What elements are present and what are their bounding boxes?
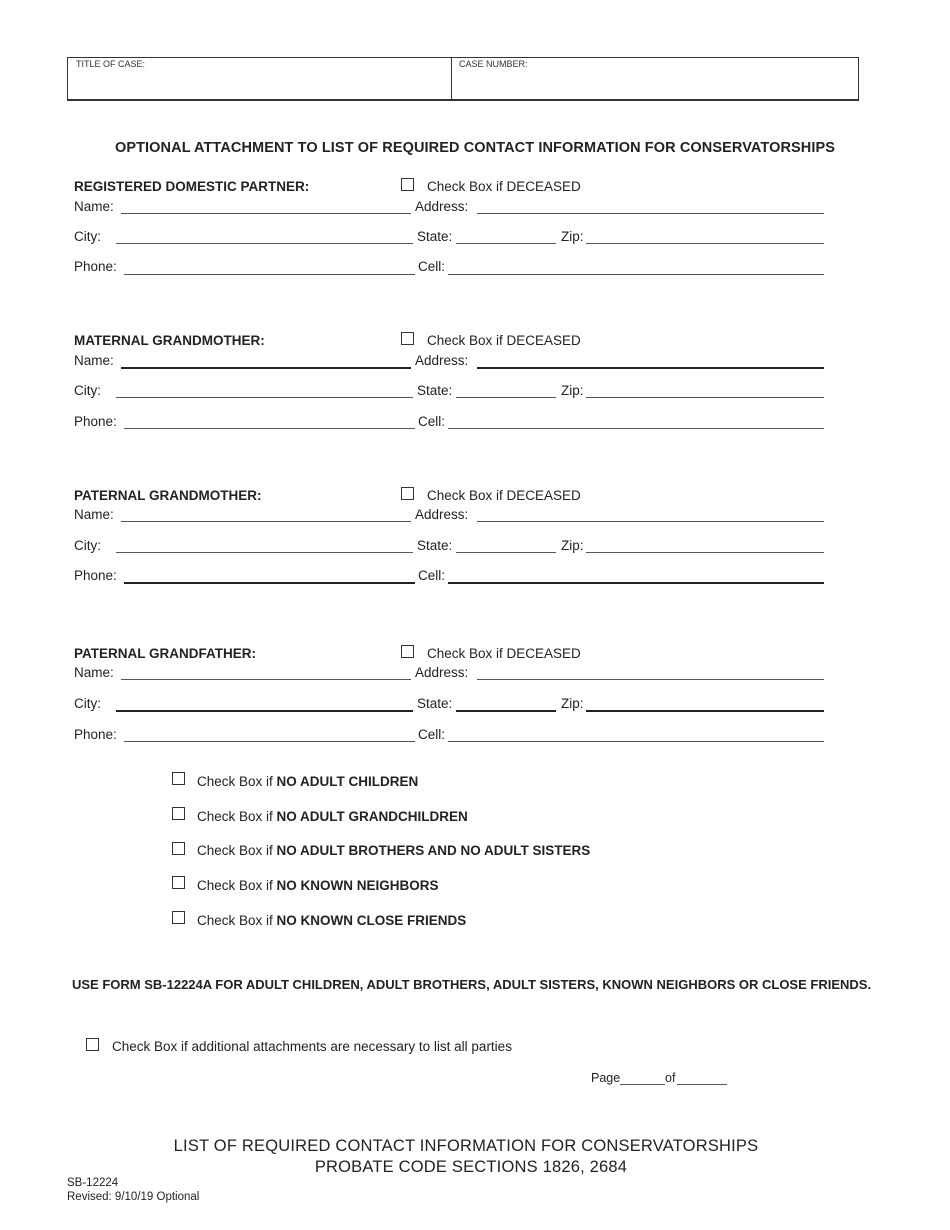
- phone-label: Phone:: [74, 727, 117, 742]
- city-label: City:: [74, 229, 101, 244]
- name-label: Name:: [74, 199, 114, 214]
- deceased-checkbox[interactable]: [401, 645, 414, 658]
- option-label: Check Box if NO KNOWN NEIGHBORS: [197, 878, 439, 893]
- address-label: Address:: [415, 507, 469, 522]
- no-adult-children-checkbox[interactable]: [172, 772, 185, 785]
- state-field[interactable]: [456, 710, 556, 712]
- page-label: Page: [591, 1071, 621, 1085]
- name-field[interactable]: [121, 213, 411, 214]
- deceased-label: Check Box if DECEASED: [427, 333, 581, 348]
- cell-field[interactable]: [448, 582, 824, 584]
- zip-field[interactable]: [586, 397, 824, 398]
- page-number-field[interactable]: [620, 1084, 665, 1085]
- cell-field[interactable]: [448, 428, 824, 429]
- phone-label: Phone:: [74, 414, 117, 429]
- cell-label: Cell:: [418, 259, 446, 274]
- state-label: State:: [417, 229, 453, 244]
- name-label: Name:: [74, 665, 114, 680]
- name-field[interactable]: [121, 367, 411, 369]
- section-heading: PATERNAL GRANDMOTHER:: [74, 488, 262, 503]
- no-known-neighbors-checkbox[interactable]: [172, 876, 185, 889]
- option-label: Check Box if NO ADULT CHILDREN: [197, 774, 419, 789]
- name-label: Name:: [74, 507, 114, 522]
- use-form-note: USE FORM SB-12224A FOR ADULT CHILDREN, ADULT BROTHERS, ADULT SISTERS, KNOWN NEIGHBORS OR CLOSE FRIENDS.: [72, 977, 872, 992]
- revised-date: Revised: 9/10/19 Optional: [67, 1191, 200, 1203]
- case-header-box: [67, 57, 859, 101]
- city-label: City:: [74, 538, 101, 553]
- zip-field[interactable]: [586, 710, 824, 712]
- zip-label: Zip:: [561, 383, 584, 398]
- phone-field[interactable]: [124, 582, 415, 584]
- phone-field[interactable]: [124, 741, 415, 742]
- phone-field[interactable]: [124, 274, 415, 275]
- deceased-label: Check Box if DECEASED: [427, 488, 581, 503]
- section-heading: MATERNAL GRANDMOTHER:: [74, 333, 265, 348]
- section-heading: PATERNAL GRANDFATHER:: [74, 646, 256, 661]
- city-field[interactable]: [116, 552, 413, 553]
- state-label: State:: [417, 696, 453, 711]
- address-field[interactable]: [477, 521, 824, 522]
- no-adult-grandchildren-checkbox[interactable]: [172, 807, 185, 820]
- deceased-checkbox[interactable]: [401, 332, 414, 345]
- case-number-label: CASE NUMBER:: [459, 59, 528, 69]
- cell-label: Cell:: [418, 414, 446, 429]
- name-label: Name:: [74, 353, 114, 368]
- address-field[interactable]: [477, 679, 824, 680]
- zip-field[interactable]: [586, 552, 824, 553]
- option-label: Check Box if NO KNOWN CLOSE FRIENDS: [197, 913, 467, 928]
- cell-label: Cell:: [418, 727, 446, 742]
- deceased-label: Check Box if DECEASED: [427, 646, 581, 661]
- zip-label: Zip:: [561, 538, 584, 553]
- zip-label: Zip:: [561, 696, 584, 711]
- page-total-field[interactable]: [677, 1084, 727, 1085]
- option-label: Check Box if NO ADULT BROTHERS AND NO ADULT SISTERS: [197, 843, 591, 858]
- address-label: Address:: [415, 353, 469, 368]
- address-label: Address:: [415, 199, 469, 214]
- form-number: SB-12224: [67, 1177, 119, 1189]
- deceased-checkbox[interactable]: [401, 487, 414, 500]
- address-field[interactable]: [477, 213, 824, 214]
- case-box-divider: [451, 58, 452, 99]
- page-title: OPTIONAL ATTACHMENT TO LIST OF REQUIRED CONTACT INFORMATION FOR CONSERVATORSHIPS: [114, 140, 836, 156]
- option-label: Check Box if NO ADULT GRANDCHILDREN: [197, 809, 468, 824]
- address-label: Address:: [415, 665, 469, 680]
- deceased-checkbox[interactable]: [401, 178, 414, 191]
- city-field[interactable]: [116, 243, 413, 244]
- phone-label: Phone:: [74, 568, 117, 583]
- deceased-label: Check Box if DECEASED: [427, 179, 581, 194]
- cell-field[interactable]: [448, 741, 824, 742]
- zip-field[interactable]: [586, 243, 824, 244]
- address-field[interactable]: [477, 367, 824, 369]
- state-label: State:: [417, 538, 453, 553]
- city-field[interactable]: [116, 710, 413, 712]
- additional-attachments-label: Check Box if additional attachments are necessary to list all parties: [112, 1039, 512, 1054]
- state-field[interactable]: [456, 243, 556, 244]
- section-heading: REGISTERED DOMESTIC PARTNER:: [74, 179, 310, 194]
- city-label: City:: [74, 696, 101, 711]
- state-label: State:: [417, 383, 453, 398]
- cell-label: Cell:: [418, 568, 446, 583]
- state-field[interactable]: [456, 552, 556, 553]
- phone-field[interactable]: [124, 428, 415, 429]
- city-field[interactable]: [116, 397, 413, 398]
- footer-subtitle: PROBATE CODE SECTIONS 1826, 2684: [314, 1158, 628, 1176]
- no-known-close-friends-checkbox[interactable]: [172, 911, 185, 924]
- cell-field[interactable]: [448, 274, 824, 275]
- phone-label: Phone:: [74, 259, 117, 274]
- state-field[interactable]: [456, 397, 556, 398]
- footer-title: LIST OF REQUIRED CONTACT INFORMATION FOR CONSERVATORSHIPS: [173, 1137, 759, 1155]
- name-field[interactable]: [121, 521, 411, 522]
- additional-attachments-checkbox[interactable]: [86, 1038, 99, 1051]
- of-label: of: [665, 1071, 676, 1085]
- no-adult-siblings-checkbox[interactable]: [172, 842, 185, 855]
- city-label: City:: [74, 383, 101, 398]
- zip-label: Zip:: [561, 229, 584, 244]
- name-field[interactable]: [121, 679, 411, 680]
- title-of-case-label: TITLE OF CASE:: [76, 59, 146, 69]
